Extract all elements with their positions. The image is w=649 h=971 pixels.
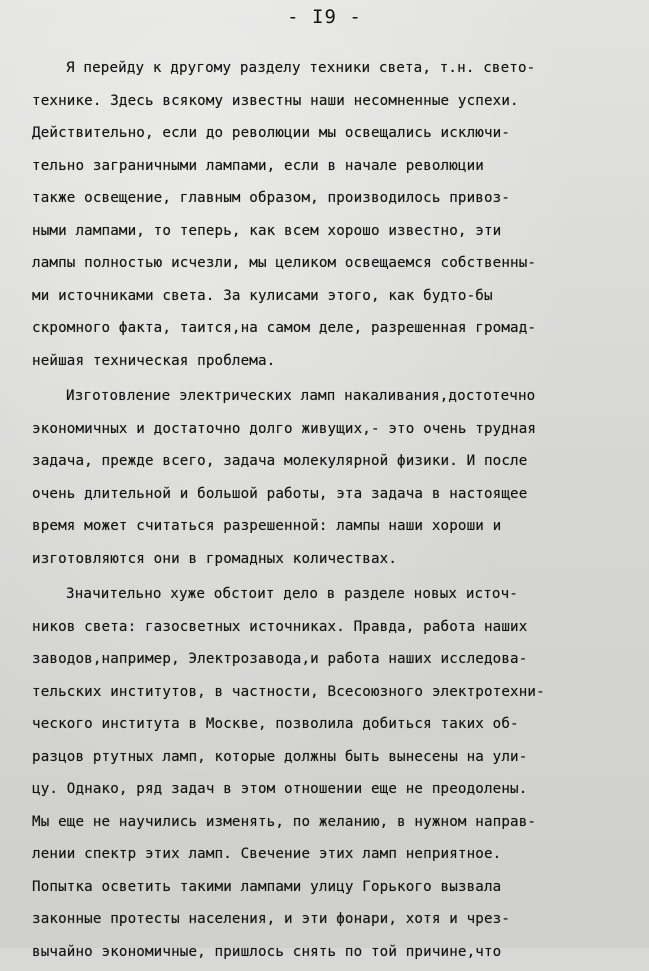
- text-line: Я перейду к другому разделу техники света, т.н. свето-: [66, 60, 536, 76]
- text-line: Мы еще не научились изменять, по желанию, в нужном направ-: [32, 813, 537, 830]
- text-line: экономичных и достаточно долго живущих,- это очень трудная: [32, 420, 537, 437]
- text-line: нейшая техническая проблема.: [32, 352, 276, 369]
- text-line: также освещение, главным образом, производилось привоз-: [32, 190, 511, 206]
- page-number: - I9 -: [287, 6, 362, 28]
- text-line: ми источниками света. За кулисами этого, как будто-бы: [32, 287, 493, 304]
- paragraph-2: [32, 380, 642, 575]
- text-line: скромного факта, таится,на самом деле, разрешенная громад-: [32, 320, 537, 336]
- text-line: Значительно хуже обстоит дело в разделе новых источ-: [66, 586, 518, 602]
- text-line: цу. Однако, ряд задач в этом отношении еще не преодолены.: [32, 781, 528, 797]
- text-line: ными лампами, то теперь, как всем хорошо известно, эти: [32, 222, 502, 239]
- text-line: Изготовление электрических ламп накаливания,достотечно: [66, 388, 536, 404]
- text-line: лении спектр этих ламп. Свечение этих ламп неприятное.: [32, 846, 502, 862]
- text-line: тельно заграничными лампами, если в начале революции: [32, 157, 484, 174]
- text-line: время может считаться разрешенной: лампы наши хороши и: [32, 518, 502, 534]
- text-line: заводов,например, Электрозавода,и работа наших исследова-: [32, 651, 528, 667]
- text-line: задача, прежде всего, задача молекулярной физики. И после: [32, 453, 528, 469]
- text-line: ников света: газосветных источниках. Правда, работа наших: [32, 618, 528, 635]
- text-line: разцов ртутных ламп, которые должны быть вынесены на ули-: [32, 748, 528, 765]
- paragraph-3: [32, 578, 642, 968]
- text-line: технике. Здесь всякому известны наши несомненные успехи.: [32, 92, 519, 109]
- paragraph-1: [32, 52, 642, 377]
- text-line: тельских институтов, в частности, Всесоюзного электротехни-: [32, 683, 545, 700]
- page-text: [32, 52, 642, 971]
- text-line: ческого института в Москве, позволила добиться таких об-: [32, 716, 519, 732]
- text-line: изготовляются они в громадных количествах.: [32, 550, 398, 567]
- text-line: Действительно, если до революции мы освещались исключи-: [32, 125, 511, 141]
- text-line: законные протесты населения, и эти фонари, хотя и чрез-: [32, 911, 511, 927]
- text-line: Попытка осветить такими лампами улицу Горького вызвала: [32, 878, 502, 895]
- text-line: очень длительной и большой работы, эта задача в настоящее: [32, 485, 528, 502]
- text-line: вычайно экономичные, пришлось снять по той причине,что: [32, 943, 502, 960]
- text-line: лампы полностью исчезли, мы целиком освещаемся собственны-: [32, 255, 537, 271]
